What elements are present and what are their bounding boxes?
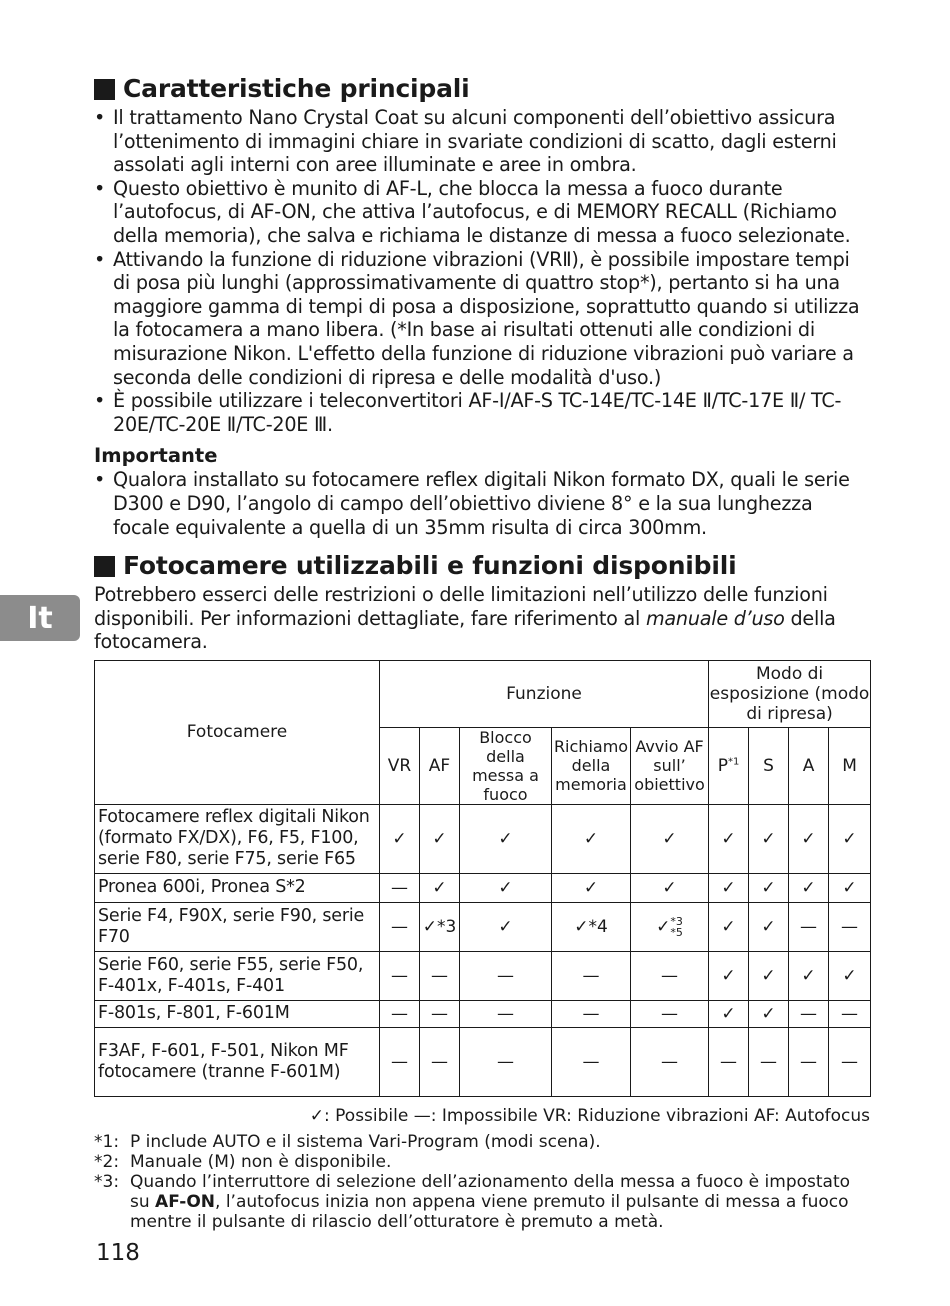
af-cell: — — [420, 951, 460, 1000]
afon-note: *3 — [670, 914, 683, 928]
footnote-key: *1: — [94, 1131, 120, 1152]
vr-cell: — — [380, 1027, 420, 1096]
header-p-note: *1 — [727, 756, 740, 768]
s-cell: ✓ — [749, 873, 789, 902]
m-cell: — — [829, 902, 871, 951]
compat-intro — [94, 583, 870, 654]
list-item: • È possibile utilizzare i teleconvertitori AF-I/AF-S TC-14E/TC-14E Ⅱ/TC-17E Ⅱ/ TC-20E/TC-20E Ⅱ/TC-20E Ⅲ. — [94, 389, 870, 436]
s-cell: — — [749, 1027, 789, 1096]
square-bullet-icon — [94, 556, 115, 577]
afon-cell: ✓ — [631, 873, 709, 902]
page-number: 118 — [96, 1240, 140, 1266]
recall-cell: — — [552, 951, 631, 1000]
camera-cell: Pronea 600i, Pronea S*2 — [95, 873, 380, 902]
p-cell: ✓ — [709, 1000, 749, 1027]
section-title-features — [94, 72, 870, 106]
s-cell: ✓ — [749, 804, 789, 873]
afon-cell: — — [631, 951, 709, 1000]
vr-cell: — — [380, 873, 420, 902]
section-title-compat — [94, 549, 870, 583]
af-cell: ✓*3 — [420, 902, 460, 951]
lock-cell: ✓ — [460, 902, 552, 951]
header-p — [709, 727, 749, 804]
vr-cell: — — [380, 951, 420, 1000]
p-cell: ✓ — [709, 902, 749, 951]
table-row — [95, 1000, 871, 1027]
s-cell: ✓ — [749, 951, 789, 1000]
footnotes — [94, 1132, 870, 1232]
header-af: AF — [420, 727, 460, 804]
square-bullet-icon — [94, 79, 115, 100]
footnote-text-part: Quando l’interruttore di selezione dell’azionamento della messa a fuoco è impostato su — [130, 1171, 851, 1212]
afon-cell: — — [631, 1000, 709, 1027]
list-item: • Il trattamento Nano Crystal Coat su alcuni componenti dell’obiettivo assicura l’ottenimento di immagini chiare in svariate condizioni di scatto, dagli esterni assolati agli interni con aree illuminate e aree in ombra. — [94, 106, 870, 177]
footnote-text — [130, 1172, 870, 1232]
m-cell: — — [829, 1000, 871, 1027]
footnote-text: P include AUTO e il sistema Vari-Program (modi scena). — [130, 1131, 601, 1152]
recall-cell: ✓ — [552, 804, 631, 873]
features-list — [94, 106, 870, 436]
camera-cell: Serie F60, serie F55, serie F50, F-401x, F-401s, F-401 — [95, 951, 380, 1000]
af-cell: ✓ — [420, 804, 460, 873]
m-cell: ✓ — [829, 804, 871, 873]
header-p-text: P — [717, 755, 728, 776]
recall-cell: — — [552, 1027, 631, 1096]
vr-cell: — — [380, 902, 420, 951]
af-on-label: AF-ON — [155, 1191, 216, 1212]
p-cell: ✓ — [709, 873, 749, 902]
camera-cell: F3AF, F-601, F-501, Nikon MF fotocamere (tranne F-601M) — [95, 1027, 380, 1096]
afon-mark: ✓ — [656, 916, 671, 937]
s-cell: ✓ — [749, 902, 789, 951]
a-cell: ✓ — [789, 804, 829, 873]
camera-cell: Serie F4, F90X, serie F90, serie F70 — [95, 902, 380, 951]
table-legend: ✓: Possibile —: Impossibile VR: Riduzione vibrazioni AF: Autofocus — [309, 1105, 870, 1126]
s-cell: ✓ — [749, 1000, 789, 1027]
lock-cell: — — [460, 951, 552, 1000]
p-cell: — — [709, 1027, 749, 1096]
header-function: Funzione — [380, 660, 709, 727]
af-cell: — — [420, 1000, 460, 1027]
a-cell: ✓ — [789, 951, 829, 1000]
footnote — [94, 1152, 870, 1172]
m-cell: ✓ — [829, 873, 871, 902]
a-cell: — — [789, 1027, 829, 1096]
af-cell: — — [420, 1027, 460, 1096]
m-cell: ✓ — [829, 951, 871, 1000]
afon-notes — [670, 916, 683, 938]
footnote-text: Manuale (M) non è disponibile. — [130, 1151, 392, 1172]
camera-cell: F-801s, F-801, F-601M — [95, 1000, 380, 1027]
vr-cell: — — [380, 1000, 420, 1027]
intro-text: Potrebbero esserci delle restrizioni o delle limitazioni nell’utilizzo delle funzioni disponibili. Per informazioni dettagliate, fare riferimento al — [94, 583, 828, 630]
lock-cell: — — [460, 1027, 552, 1096]
header-mode: Modo di esposizione (modo di ripresa) — [709, 660, 871, 727]
afon-note: *5 — [670, 925, 683, 939]
recall-cell: ✓*4 — [552, 902, 631, 951]
lock-cell: — — [460, 1000, 552, 1027]
list-item: • Attivando la funzione di riduzione vibrazioni (VRⅡ), è possibile impostare tempi di posa più lunghi (approssimativamente di quattro stop*), pertanto si ha una maggiore gamma di tempi di posa a disposizione, soprattutto quando si utilizza la fotocamera a mano libera. (*In base ai risultati ottenuti alle condizioni di misurazione Nikon. L'effetto della funzione di riduzione vibrazioni può variare a seconda delle condizioni di ripresa e delle modalità d'uso.) — [94, 248, 870, 390]
section-title-text: Caratteristiche principali — [123, 74, 470, 103]
section-title-text: Fotocamere utilizzabili e funzioni disponibili — [123, 551, 737, 581]
p-cell: ✓ — [709, 804, 749, 873]
af-cell: ✓ — [420, 873, 460, 902]
header-vr: VR — [380, 727, 420, 804]
page-content — [94, 72, 870, 1232]
intro-text-end: della fotocamera. — [94, 606, 836, 654]
footnote-text-part: , l’autofocus inizia non appena viene premuto il pulsante di messa a fuoco mentre il pulsante di rilascio dell’otturatore è premuto a metà. — [130, 1191, 849, 1232]
footnote-key: *2: — [94, 1151, 120, 1172]
header-s: S — [749, 727, 789, 804]
lock-cell: ✓ — [460, 873, 552, 902]
header-a: A — [789, 727, 829, 804]
header-memory-recall: Richiamo della memoria — [552, 727, 631, 804]
m-cell: — — [829, 1027, 871, 1096]
header-focus-lock: Blocco della messa a fuoco — [460, 727, 552, 804]
recall-cell: — — [552, 1000, 631, 1027]
footnote-key: *3: — [94, 1171, 120, 1192]
afon-cell — [631, 902, 709, 951]
list-item: • Questo obiettivo è munito di AF-L, che blocca la messa a fuoco durante l’autofocus, di AF-ON, che attiva l’autofocus, e di MEMORY RECALL (Richiamo della memoria), che salva e richiama le distanze di messa a fuoco selezionate. — [94, 177, 870, 248]
table-row — [95, 1027, 871, 1096]
table-row — [95, 951, 871, 1000]
p-cell: ✓ — [709, 951, 749, 1000]
afon-cell: — — [631, 1027, 709, 1096]
table-row — [95, 804, 871, 873]
camera-cell: Fotocamere reflex digitali Nikon (formato FX/DX), F6, F5, F100, serie F80, serie F75, serie F65 — [95, 804, 380, 873]
table-row — [95, 902, 871, 951]
language-tab: It — [0, 595, 80, 641]
footnote — [94, 1132, 870, 1152]
a-cell: — — [789, 1000, 829, 1027]
manual-reference: manuale d’uso — [645, 606, 785, 630]
header-af-on: Avvio AF sull’ obiettivo — [631, 727, 709, 804]
header-camera: Fotocamere — [95, 660, 380, 804]
footnote — [94, 1172, 870, 1232]
table-row — [95, 873, 871, 902]
lock-cell: ✓ — [460, 804, 552, 873]
recall-cell: ✓ — [552, 873, 631, 902]
afon-cell: ✓ — [631, 804, 709, 873]
important-heading: Importante — [94, 444, 218, 468]
a-cell: — — [789, 902, 829, 951]
vr-cell: ✓ — [380, 804, 420, 873]
important-list — [94, 468, 870, 539]
compatibility-table — [94, 660, 871, 1097]
header-m: M — [829, 727, 871, 804]
a-cell: ✓ — [789, 873, 829, 902]
list-item: • Qualora installato su fotocamere reflex digitali Nikon formato DX, quali le serie D300 e D90, l’angolo di campo dell’obiettivo diviene 8° e la sua lunghezza focale equivalente a quella di un 35mm risulta di circa 300mm. — [94, 468, 870, 539]
